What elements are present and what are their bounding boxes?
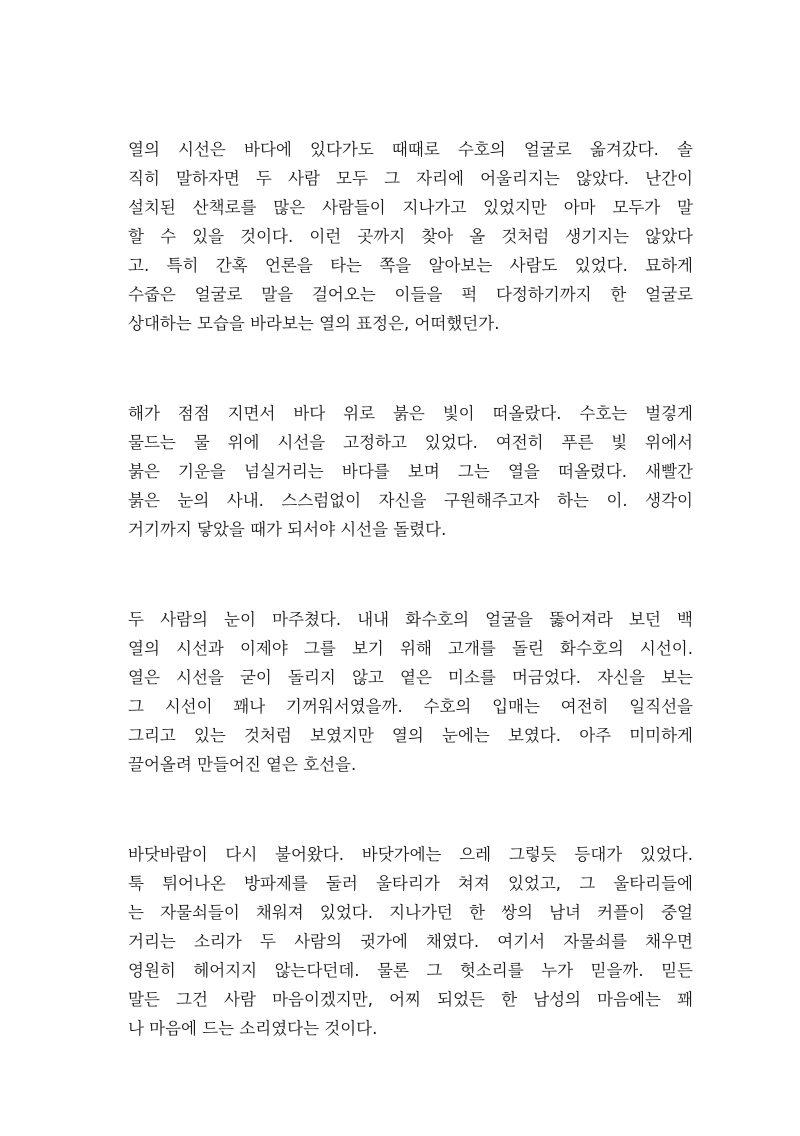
text-line: 설치된 산책로를 많은 사람들이 지나가고 있었지만 아마 모두가 말 bbox=[128, 198, 693, 217]
text-line: 거기까지 닿았을 때가 되서야 시선을 돌렸다. bbox=[128, 520, 447, 539]
text-line: 는 자물쇠들이 채워져 있었다. 지나가던 한 쌍의 남녀 커플이 중얼 bbox=[128, 903, 693, 922]
text-line: 툭 튀어나온 방파제를 둘러 울타리가 쳐져 있었고, 그 울타리들에 bbox=[128, 874, 693, 893]
text-line: 상대하는 모습을 바라보는 열의 표정은, 어떠했던가. bbox=[128, 314, 500, 333]
text-line: 끌어올려 만들어진 옅은 호선을. bbox=[128, 755, 357, 774]
text-line: 열의 시선은 바다에 있다가도 때때로 수호의 얼굴로 옮겨갔다. 솔 bbox=[128, 140, 693, 159]
text-line: 물드는 물 위에 시선을 고정하고 있었다. 여전히 푸른 빛 위에서 bbox=[128, 433, 693, 452]
paragraph-4 bbox=[128, 840, 693, 1043]
text-line: 직히 말하자면 두 사람 모두 그 자리에 어울리지는 않았다. 난간이 bbox=[128, 169, 693, 188]
text-line: 두 사람의 눈이 마주쳤다. 내내 화수호의 얼굴을 뚫어져라 보던 백 bbox=[128, 610, 693, 629]
text-line: 할 수 있을 것이다. 이런 곳까지 찾아 올 것처럼 생기지는 않았다 bbox=[128, 227, 693, 246]
text-line: 그 시선이 꽤나 기꺼워서였을까. 수호의 입매는 여전히 일직선을 bbox=[128, 697, 693, 716]
text-line: 붉은 기운을 넘실거리는 바다를 보며 그는 열을 떠올렸다. 새빨간 bbox=[128, 462, 693, 481]
text-line: 그리고 있는 것처럼 보였지만 열의 눈에는 보였다. 아주 미미하게 bbox=[128, 726, 693, 745]
text-line: 열의 시선과 이제야 그를 보기 위해 고개를 돌린 화수호의 시선이. bbox=[128, 639, 693, 658]
text-line: 해가 점점 지면서 바다 위로 붉은 빛이 떠올랐다. 수호는 벌겋게 bbox=[128, 404, 693, 423]
text-line: 수줍은 얼굴로 말을 걸어오는 이들을 퍽 다정하기까지 한 얼굴로 bbox=[128, 285, 693, 304]
text-line: 열은 시선을 굳이 돌리지 않고 옅은 미소를 머금었다. 자신을 보는 bbox=[128, 668, 693, 687]
document-body bbox=[128, 135, 693, 1104]
text-line: 바닷바람이 다시 불어왔다. 바닷가에는 으레 그렇듯 등대가 있었다. bbox=[128, 845, 693, 864]
text-line: 고. 특히 간혹 언론을 타는 쪽을 알아보는 사람도 있었다. 묘하게 bbox=[128, 256, 693, 275]
text-line: 거리는 소리가 두 사람의 귓가에 채였다. 여기서 자물쇠를 채우면 bbox=[128, 932, 693, 951]
text-line: 영원히 헤어지지 않는다던데. 물론 그 헛소리를 누가 믿을까. 믿든 bbox=[128, 961, 693, 980]
text-line: 붉은 눈의 사내. 스스럼없이 자신을 구원해주고자 하는 이. 생각이 bbox=[128, 491, 693, 510]
paragraph-1 bbox=[128, 135, 693, 338]
text-line: 나 마음에 드는 소리였다는 것이다. bbox=[128, 1019, 378, 1038]
paragraph-3 bbox=[128, 605, 693, 779]
text-line: 말든 그건 사람 마음이겠지만, 어찌 되었든 한 남성의 마음에는 꽤 bbox=[128, 990, 693, 1009]
paragraph-2 bbox=[128, 399, 693, 544]
